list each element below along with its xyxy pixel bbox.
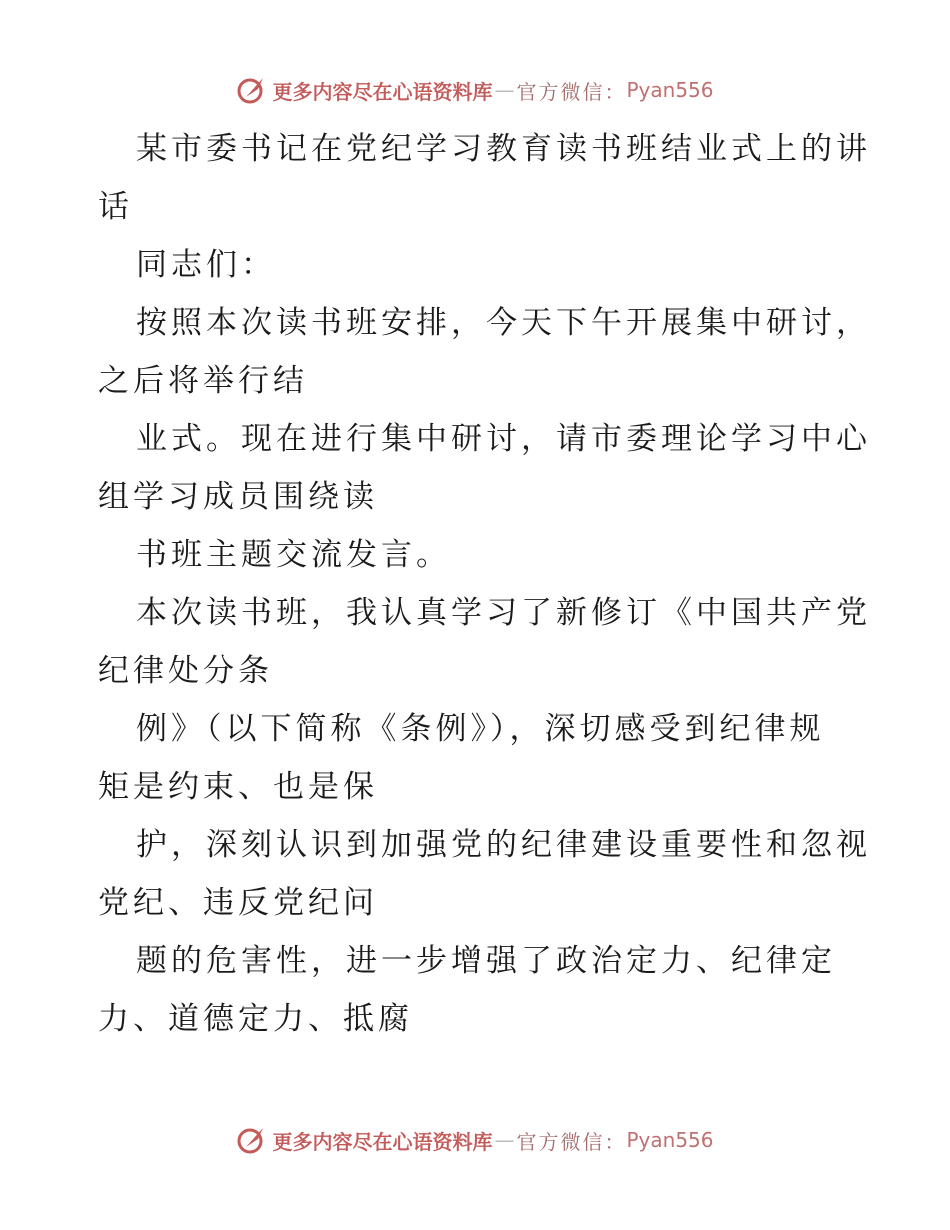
- watermark-label: 官方微信：: [516, 1129, 627, 1154]
- watermark-handle: Pyan556: [626, 78, 714, 102]
- paragraph-line: 之后将举行结: [98, 363, 308, 399]
- document-title-line-2: 话: [98, 189, 133, 225]
- watermark-separator: —: [494, 78, 515, 102]
- document-body: [98, 120, 871, 1048]
- header-watermark: [0, 70, 950, 110]
- paragraph-line: 书班主题交流发言。: [136, 537, 451, 573]
- paragraph-line: 按照本次读书班安排，今天下午开展集中研讨，: [136, 305, 871, 341]
- paragraph-line: 党纪、违反党纪问: [98, 885, 378, 921]
- paragraph-line: 业式。现在进行集中研讨，请市委理论学习中心: [136, 421, 871, 457]
- watermark-label: 官方微信：: [516, 79, 627, 104]
- paragraph-line: 本次读书班，我认真学习了新修订《中国共产党: [136, 595, 871, 631]
- watermark-main-text: 更多内容尽在心语资料库: [272, 1129, 493, 1154]
- quill-circle-logo-icon: [236, 74, 268, 106]
- paragraph-line: 纪律处分条: [98, 653, 273, 689]
- footer-watermark: [0, 1120, 950, 1160]
- paragraph-line: 力、道德定力、抵腐: [98, 1001, 413, 1037]
- salutation: 同志们：: [136, 247, 276, 283]
- paragraph-line: 题的危害性，进一步增强了政治定力、纪律定: [136, 943, 836, 979]
- watermark-handle: Pyan556: [626, 1128, 714, 1152]
- paragraph-line: 组学习成员围绕读: [98, 479, 378, 515]
- paragraph-line: 矩是约束、也是保: [98, 769, 378, 805]
- document-title-line-1: 某市委书记在党纪学习教育读书班结业式上的讲: [136, 131, 871, 167]
- watermark-main-text: 更多内容尽在心语资料库: [272, 79, 493, 104]
- paragraph-line: 例》（以下简称《条例》），深切感受到纪律规: [136, 711, 825, 747]
- paragraph-line: 护，深刻认识到加强党的纪律建设重要性和忽视: [136, 827, 871, 863]
- watermark-separator: —: [494, 1128, 515, 1152]
- quill-circle-logo-icon: [236, 1124, 268, 1156]
